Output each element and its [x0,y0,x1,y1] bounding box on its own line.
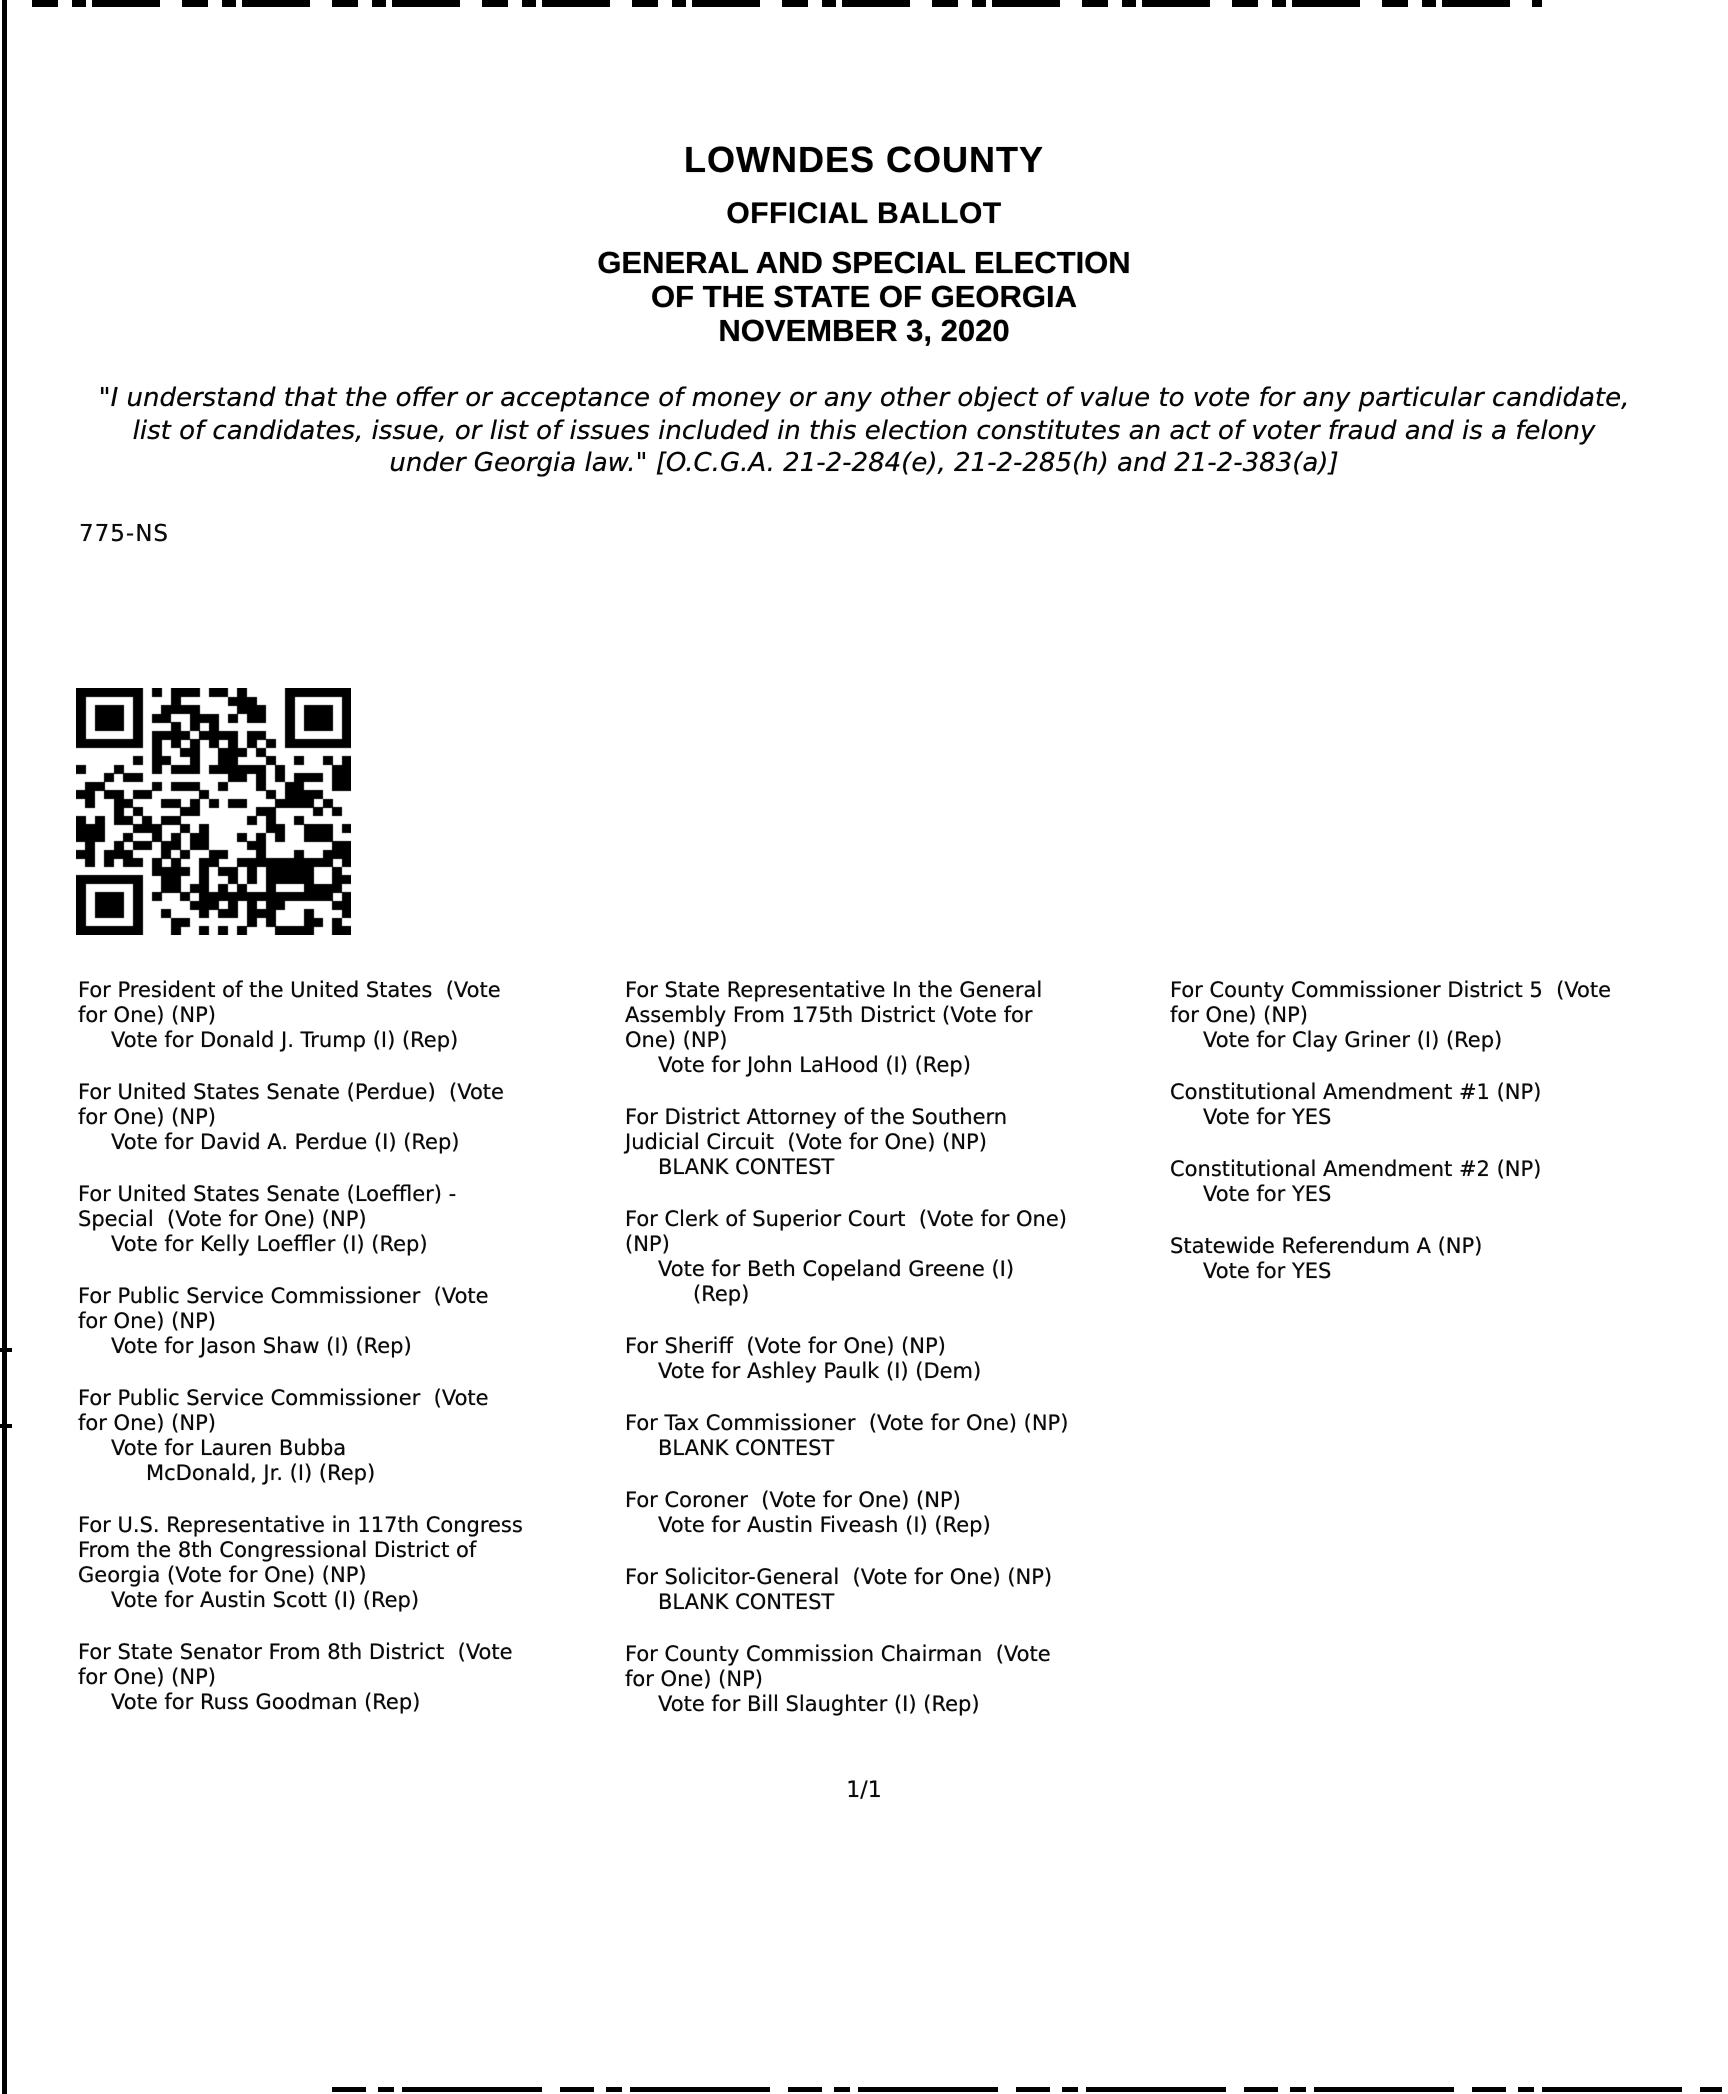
contest-item [78,1513,623,1613]
contest-title-line: For Public Service Commissioner (Vote [78,1386,489,1410]
contest-title-line: For U.S. Representative in 117th Congress [78,1513,523,1537]
vote-selection-line: Vote for Ashley Paulk (I) (Dem) [658,1359,982,1383]
contest-title-line: for One) (NP) [625,1667,763,1691]
vote-selection-line: Vote for Donald J. Trump (I) (Rep) [111,1028,459,1052]
election-title-line: NOVEMBER 3, 2020 [718,313,1010,348]
contest-title-line: (NP) [625,1232,670,1256]
contest-title-line: From the 8th Congressional District of [78,1538,477,1562]
vote-selection-line: BLANK CONTEST [658,1155,835,1179]
contest-title-line: Judicial Circuit (Vote for One) (NP) [625,1130,987,1154]
ballot-style-code: 775-NS [79,521,170,547]
vote-selection-line: Vote for YES [1203,1105,1332,1129]
contest-item [625,1642,1170,1717]
scan-artifact-tick [0,1424,12,1428]
vote-selection-line: Vote for Jason Shaw (I) (Rep) [111,1334,412,1358]
contest-title-line: for One) (NP) [78,1665,216,1689]
vote-selection-line: Vote for Bill Slaughter (I) (Rep) [658,1692,980,1716]
contest-title-line: for One) (NP) [78,1003,216,1027]
contest-item [1170,978,1715,1053]
vote-selection-line: Vote for John LaHood (I) (Rep) [658,1053,971,1077]
contest-title-line: For Public Service Commissioner (Vote [78,1284,489,1308]
contest-item [78,1640,623,1715]
contest-item [625,1207,1170,1307]
vote-selection-line: BLANK CONTEST [658,1590,835,1614]
contest-column-left [78,978,623,1742]
contest-item [625,978,1170,1078]
contest-title-line: For President of the United States (Vote [78,978,501,1002]
contest-item [78,1182,623,1257]
contest-item [78,978,623,1053]
scan-artifact-top-edge [32,0,1542,7]
voter-fraud-notice-line: list of candidates, issue, or list of issues included in this election constitutes an act of voter fraud and is a felony [132,415,1596,446]
vote-selection-line: (Rep) [693,1282,750,1306]
vote-selection-line: McDonald, Jr. (I) (Rep) [146,1461,376,1485]
vote-selection-line: Vote for Austin Fiveash (I) (Rep) [658,1513,991,1537]
contest-item [1170,1234,1715,1284]
contest-column-right [1170,978,1715,1311]
scan-artifact-tick [0,1348,12,1352]
county-title: LOWNDES COUNTY [684,139,1044,180]
contest-column-middle [625,978,1170,1744]
vote-selection-line: Vote for Lauren Bubba [111,1436,347,1460]
contest-title-line: For State Senator From 8th District (Vote [78,1640,513,1664]
contest-title-line: For United States Senate (Perdue) (Vote [78,1080,504,1104]
election-title-line: GENERAL AND SPECIAL ELECTION [597,245,1131,280]
contest-title-line: for One) (NP) [78,1105,216,1129]
contest-title-line: For Tax Commissioner (Vote for One) (NP) [625,1411,1069,1435]
contest-item [78,1386,623,1486]
vote-selection-line: Vote for Clay Griner (I) (Rep) [1203,1028,1503,1052]
contest-title-line: for One) (NP) [78,1309,216,1333]
contest-title-line: For State Representative In the General [625,978,1043,1002]
election-title [0,246,1728,348]
contest-title-line: Special (Vote for One) (NP) [78,1207,367,1231]
vote-selection-line: Vote for YES [1203,1259,1332,1283]
contest-title-line: for One) (NP) [1170,1003,1308,1027]
qr-code-icon [76,688,351,935]
vote-selection-line: Vote for YES [1203,1182,1332,1206]
vote-selection-line: BLANK CONTEST [658,1436,835,1460]
vote-selection-line: Vote for Russ Goodman (Rep) [111,1690,421,1714]
contest-item [1170,1157,1715,1207]
scan-artifact-bottom-edge [332,2087,1722,2092]
contest-title-line: For County Commissioner District 5 (Vote [1170,978,1612,1002]
contest-title-line: One) (NP) [625,1028,728,1052]
contest-title-line: For United States Senate (Loeffler) - [78,1182,457,1206]
page-number: 1/1 [846,1778,882,1803]
contest-item [625,1565,1170,1615]
contest-item [625,1334,1170,1384]
contest-title-line: For District Attorney of the Southern [625,1105,1008,1129]
contest-title-line: For Coroner (Vote for One) (NP) [625,1488,961,1512]
contest-item [78,1284,623,1359]
contest-item [625,1411,1170,1461]
contest-title-line: For Clerk of Superior Court (Vote for One) [625,1207,1067,1231]
contest-title-line: For Solicitor-General (Vote for One) (NP) [625,1565,1053,1589]
voter-fraud-notice [44,382,1684,480]
contest-title-line: For County Commission Chairman (Vote [625,1642,1051,1666]
contest-item [1170,1080,1715,1130]
ballot-title: OFFICIAL BALLOT [726,197,1002,230]
contest-title-line: Assembly From 175th District (Vote for [625,1003,1033,1027]
vote-selection-line: Vote for Kelly Loeffler (I) (Rep) [111,1232,428,1256]
contest-title-line: Constitutional Amendment #1 (NP) [1170,1080,1542,1104]
contest-title-line: For Sheriff (Vote for One) (NP) [625,1334,946,1358]
voter-fraud-notice-line: under Georgia law." [O.C.G.A. 21-2-284(e), 21-2-285(h) and 21-2-383(a)] [389,448,1339,478]
contest-title-line: Statewide Referendum A (NP) [1170,1234,1483,1258]
vote-selection-line: Vote for David A. Perdue (I) (Rep) [111,1130,460,1154]
contest-title-line: Constitutional Amendment #2 (NP) [1170,1157,1542,1181]
election-title-line: OF THE STATE OF GEORGIA [651,279,1077,314]
contest-title-line: for One) (NP) [78,1411,216,1435]
vote-selection-line: Vote for Beth Copeland Greene (I) [658,1257,1015,1281]
contest-item [625,1105,1170,1180]
vote-selection-line: Vote for Austin Scott (I) (Rep) [111,1588,420,1612]
voter-fraud-notice-line: "I understand that the offer or acceptance of money or any other object of value to vote for any particular candidate, [98,383,1630,413]
contest-item [625,1488,1170,1538]
contest-item [78,1080,623,1155]
contest-title-line: Georgia (Vote for One) (NP) [78,1563,367,1587]
